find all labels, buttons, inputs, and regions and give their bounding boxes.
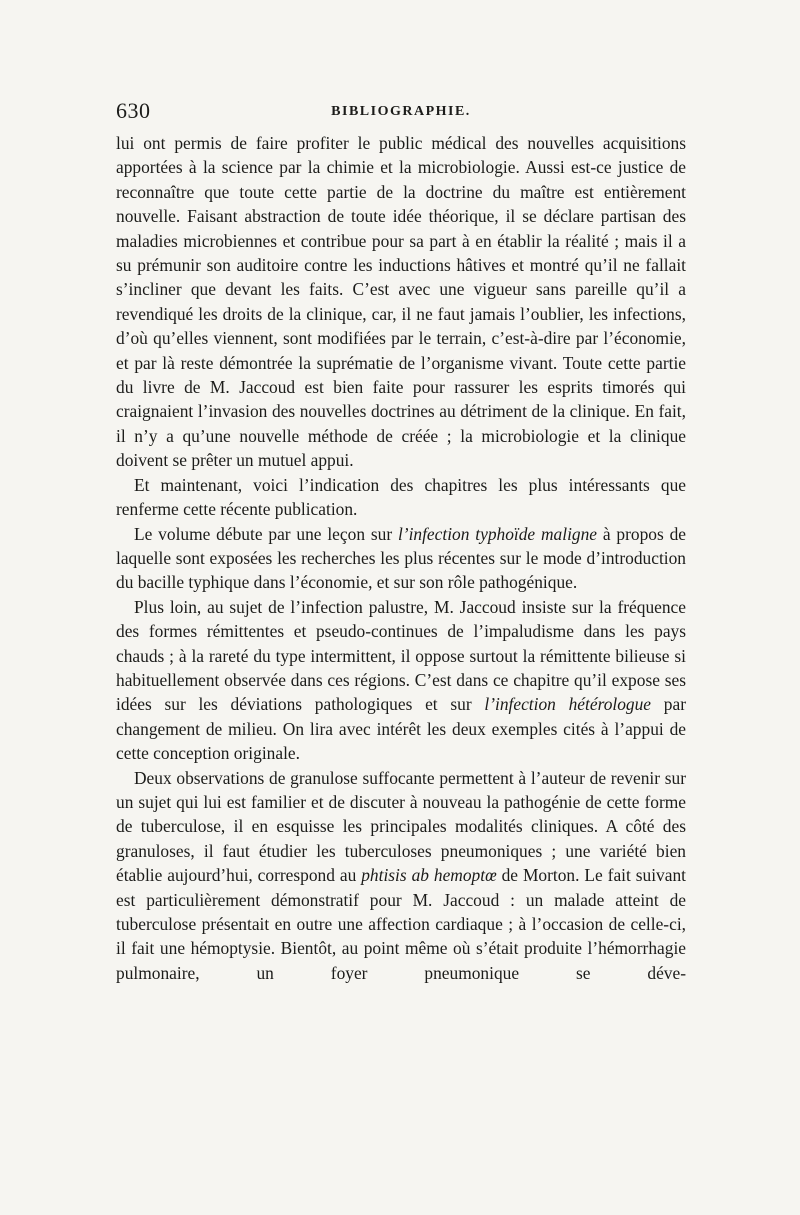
text-segment: Et maintenant, voici l’indication des chapitres les plus intéressants que renferme cette récente publication. — [116, 474, 686, 520]
text-segment: de Morton. Le fait suivant est particulièrement démonstratif pour M. Jaccoud : un malade atteint de tuberculose présentait en outre une affection cardiaque ; à l’occasion de celle-ci, il fait une hémoptysie. Bientôt, au point même où s’était produite l’hémorrhagie pulmonaire, un foyer pneumonique se déve- — [116, 865, 686, 983]
paragraph-typhoid — [116, 522, 686, 595]
text-segment: Deux observations de granulose suffocante permettent à l’auteur de revenir sur un sujet qui lui est familier et de discuter à nouveau la pathogénie de cette forme de tuberculose, il en esquisse les principales modalités cliniques. A côté des granuloses, il faut étudier les tuberculoses pneumoniques ; une variété bien établie aujourd’hui, correspond au — [116, 767, 686, 886]
text-segment: Le volume débute par une leçon sur — [134, 523, 398, 544]
italic-term: phtisis ab hemoptœ — [361, 865, 497, 886]
paragraph-continuation — [116, 131, 686, 473]
paragraph-palustre — [116, 595, 686, 766]
running-header — [116, 98, 686, 124]
text-segment: à propos de laquelle sont exposées les recherches les plus récentes sur le mode d’introduction du bacille typhique dans l’économie, et sur son rôle pathogénique. — [116, 523, 686, 593]
paragraph-granulose — [116, 766, 686, 986]
text-segment: lui ont permis de faire profiter le public médical des nouvelles acquisitions apportées à la science par la chimie et la microbiologie. Aussi est-ce justice de reconnaître que toute cette partie de la doctrine du maître est entièrement nouvelle. Faisant abstraction de toute idée théorique, il se déclare partisan des maladies microbiennes et contribue pour sa part à en établir la réalité ; mais il a su prémunir son auditoire contre les inductions hâtives et montré qu’il ne fallait s’incliner que devant les faits. C’est avec une vigueur sans pareille qu’il a revendiqué les droits de la clinique, car, il ne faut jamais l’oublier, les infections, d’où qu’elles viennent, sont modifiées par le terrain, c’est-à-dire par l’économie, et par là reste démontrée la suprématie de l’organisme vivant. Toute cette partie du livre de M. Jaccoud est bien faite pour rassurer les esprits timorés qui craignaient l’invasion des nouvelles doctrines au détriment de la clinique. En fait, il n’y a qu’une nouvelle méthode de créée ; la microbiologie et la clinique doivent se prêter un mutuel appui. — [116, 133, 686, 471]
paragraph-chapters-intro — [116, 473, 686, 522]
text-segment: par changement de milieu. On lira avec intérêt les deux exemples cités à l’appui de cette conception originale. — [116, 694, 686, 764]
page-number: 630 — [116, 98, 151, 123]
body-text — [116, 131, 686, 985]
italic-term: l’infection hétérologue — [484, 694, 652, 715]
running-title: BIBLIOGRAPHIE. — [331, 104, 471, 119]
italic-term: l’infection typhoïde maligne — [397, 523, 598, 544]
text-segment: Plus loin, au sujet de l’infection palustre, M. Jaccoud insiste sur la fréquence des formes rémittentes et pseudo-continues de l’impaludisme dans les pays chauds ; à la rareté du type intermittent, il oppose surtout la rémittente bilieuse si habituellement observée dans ces régions. C’est dans ce chapitre qu’il expose ses idées sur les déviations pathologiques et sur — [116, 596, 686, 715]
